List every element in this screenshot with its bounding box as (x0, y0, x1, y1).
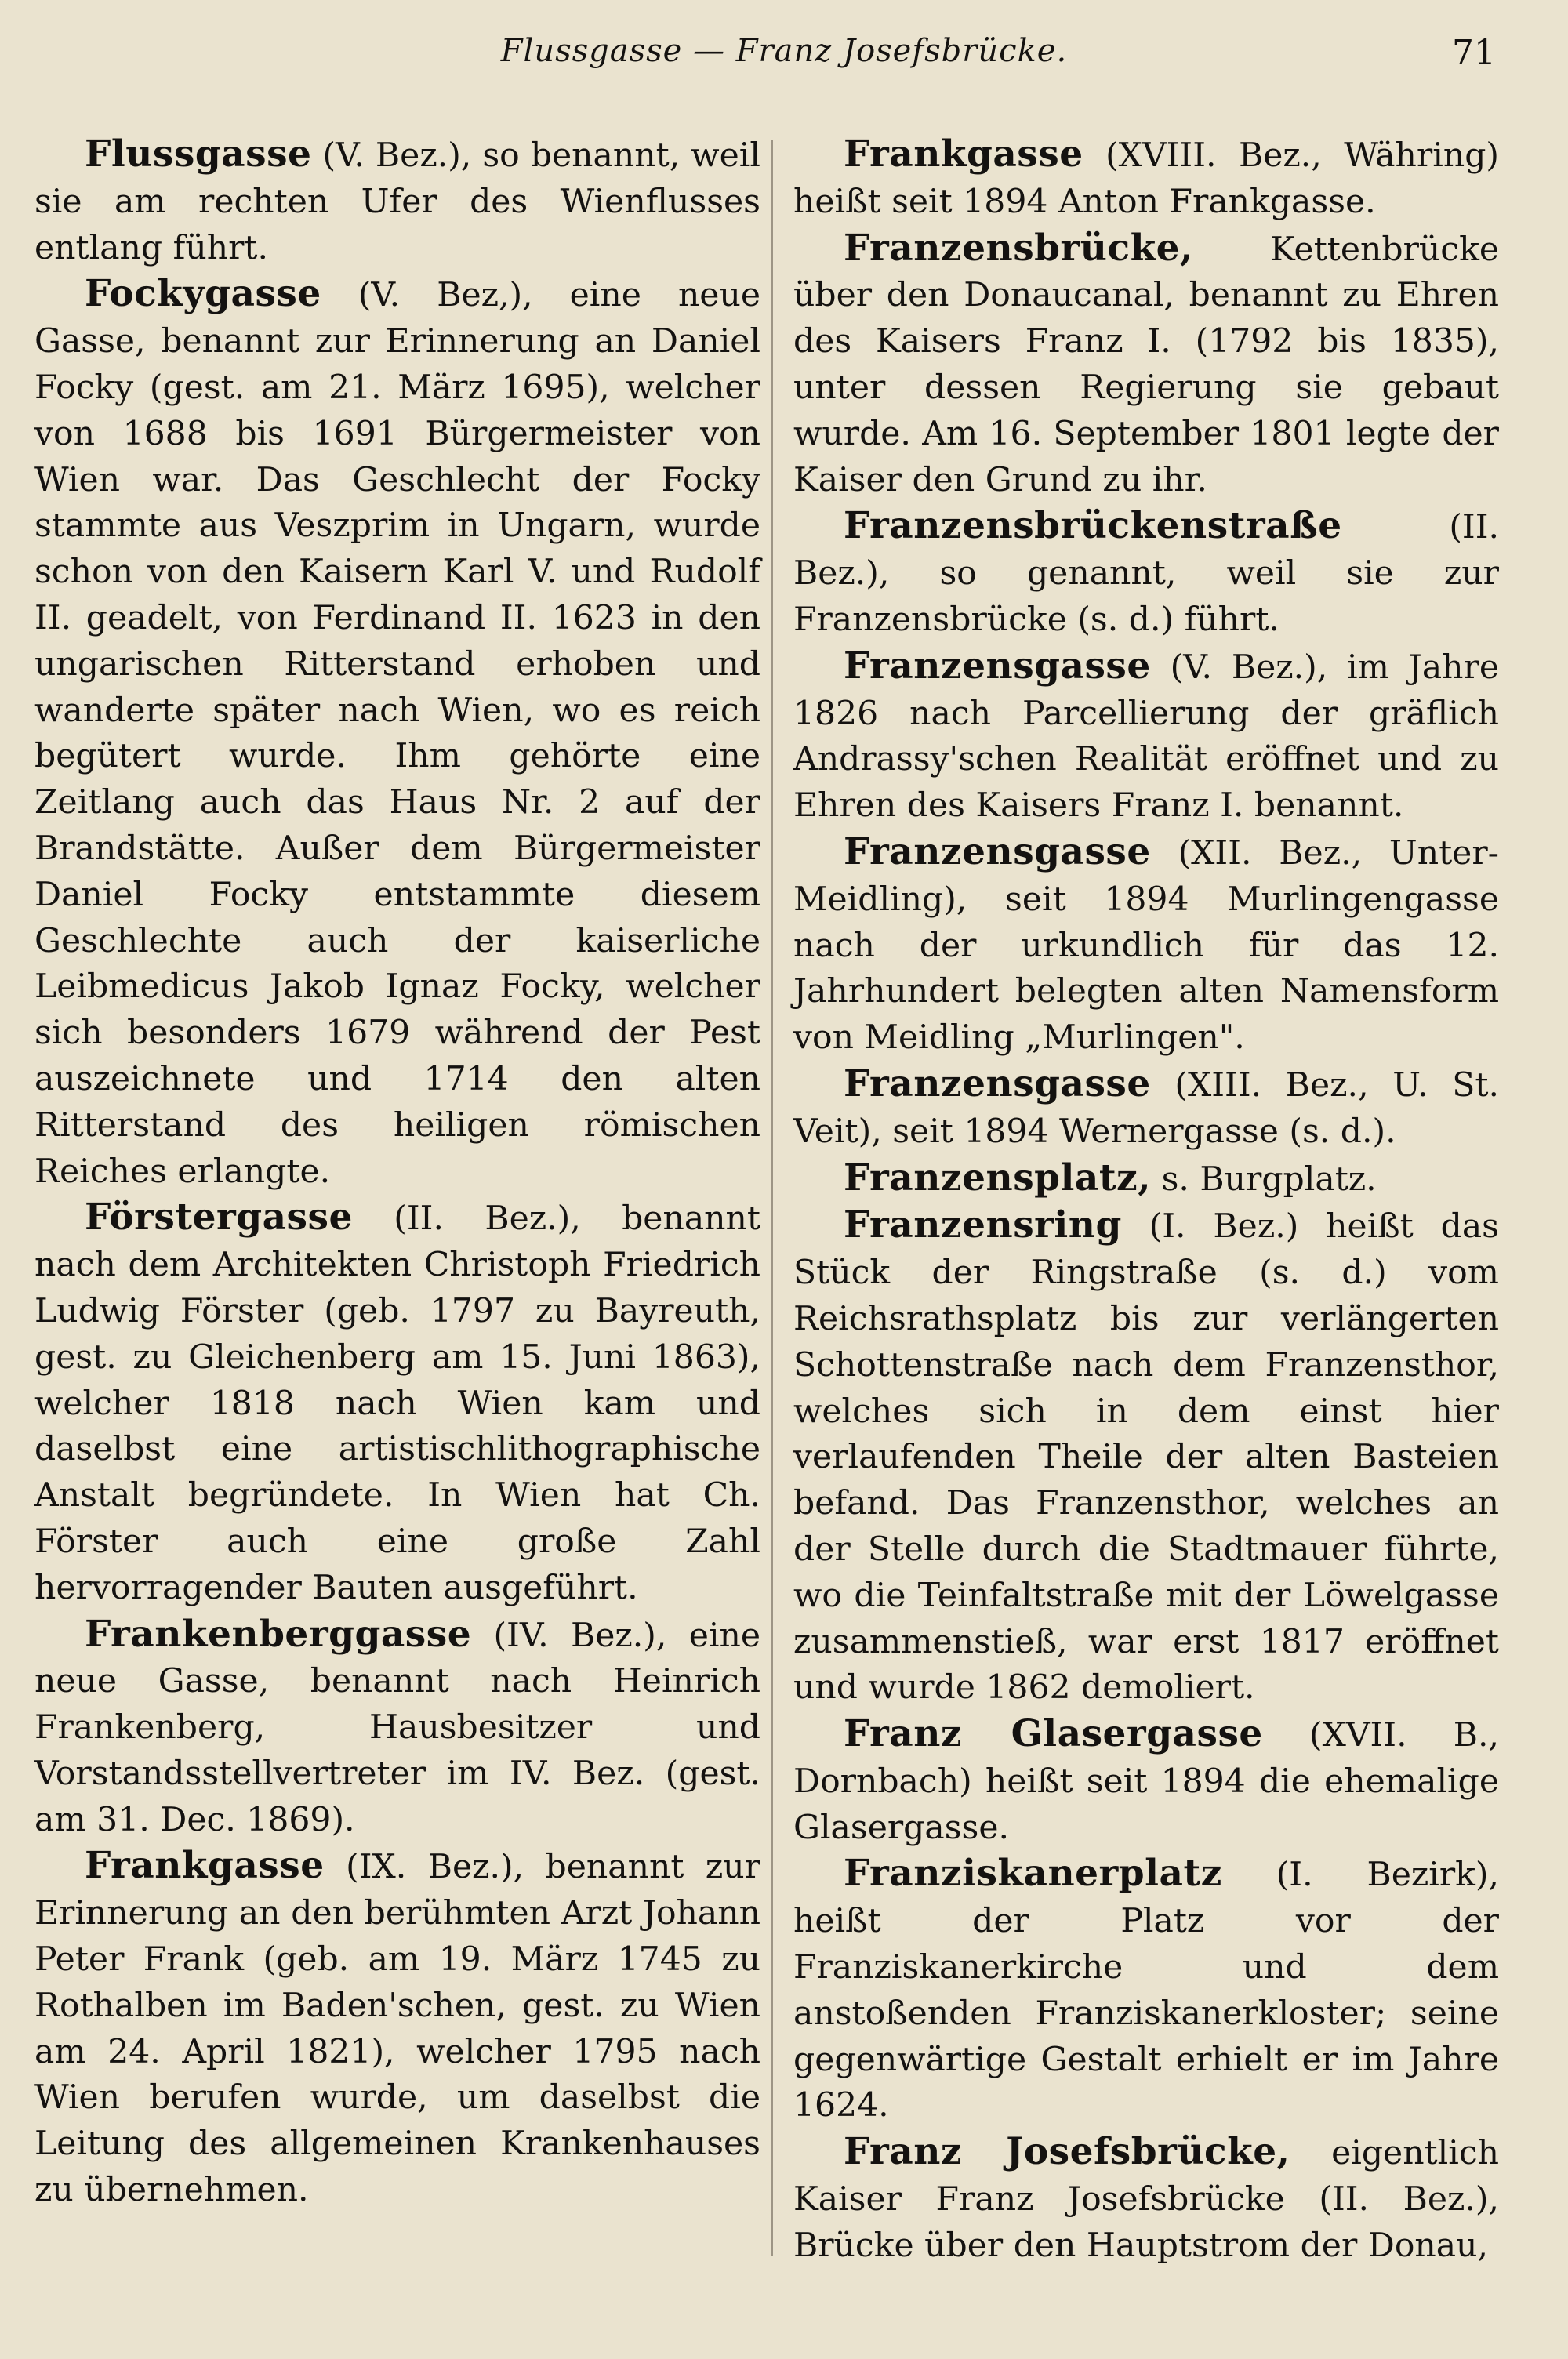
column-divider (771, 140, 773, 2256)
headword: Franz Glasergasse (844, 1712, 1263, 1756)
entry-text: (IX. Bez.), benannt zur Erinnerung an den berühmten Arzt Johann Peter Frank (geb. am 19. März 1745 zu Rothalben im Baden'schen, gest. zu Wien am 24. April 1821), welcher 1795 nach Wien berufen wurde, um daselbst die Leitung des allgemeinen Krankenhauses zu übernehmen. (34, 1848, 760, 2210)
entry-text: (II. Bez.), benannt nach dem Architekten Christoph Friedrich Ludwig Förster (geb. 1797 zu Bayreuth, gest. zu Gleichenberg am 15. Juni 1863), welcher 1818 nach Wien kam und daselbst eine artistischlithographische Anstalt begründete. In Wien hat Ch. Förster auch eine große Zahl hervorragender Bauten ausgeführt. (34, 1199, 760, 1607)
entry-text: Kettenbrücke über den Donaucanal, benannt zu Ehren des Kaisers Franz I. (1792 bis 1835), unter dessen Regierung sie gebaut wurde. Am 16. September 1801 legte der Kaiser den Grund zu ihr. (793, 230, 1499, 499)
headword: Franzensgasse (844, 829, 1151, 873)
entry-frankenberggasse (34, 1612, 760, 1844)
headword: Franziskanerplatz (844, 1852, 1222, 1896)
entry-text: (I. Bezirk), heißt der Platz vor der Franziskanerkirche und dem anstoßenden Franziskanerkloster; seine gegenwärtige Gestalt erhielt er im Jahre 1624. (793, 1856, 1499, 2125)
entry-text: (V. Bez,), eine neue Gasse, benannt zur Erinnerung an Daniel Focky (gest. am 21. März 1695), welcher von 1688 bis 1691 Bürgermeister von Wien war. Das Geschlecht der Focky stammte aus Veszprim in Ungarn, wurde schon von den Kaisern Karl V. und Rudolf II. geadelt, von Ferdinand II. 1623 in den ungarischen Ritterstand erhoben und wanderte später nach Wien, wo es reich begütert wurde. Ihm gehörte eine Zeitlang auch das Haus Nr. 2 auf der Brandstätte. Außer dem Bürgermeister Daniel Focky entstammte diesem Geschlechte auch der kaiserliche Leibmedicus Jakob Ignaz Focky, welcher sich besonders 1679 während der Pest auszeichnete und 1714 den alten Ritterstand des heiligen römischen Reiches erlangte. (34, 276, 760, 1191)
entry-franzensbrueckenstrasse (793, 503, 1499, 643)
entry-text: (XII. Bez., Unter-Meidling), seit 1894 Murlingengasse nach der urkundlich für das 12. Jahrhundert belegten alten Namensform von Meidling „Murlingen". (793, 833, 1499, 1058)
headword: Franzensgasse (844, 1062, 1151, 1105)
headword: Förstergasse (85, 1196, 353, 1239)
left-column (34, 132, 760, 2214)
headword: Franzensring (844, 1203, 1122, 1247)
entry-franziskanerplatz (793, 1851, 1499, 2129)
entry-franz-josefsbruecke (793, 2129, 1499, 2269)
entry-frankgasse-ix (34, 1843, 760, 2213)
headword: Frankgasse (844, 132, 1083, 176)
entry-fockygasse (34, 271, 760, 1195)
headword: Franzensbrückenstraße (844, 504, 1342, 548)
running-title: Flussgasse — Franz Josefsbrücke. (500, 33, 1068, 69)
entry-franzensgasse-xii (793, 829, 1499, 1062)
entry-franz-glasergasse (793, 1711, 1499, 1851)
entry-text: (XVIII. Bez., Währing) heißt seit 1894 Anton Frankgasse. (793, 136, 1499, 221)
running-header (0, 33, 1568, 88)
entry-flussgasse (34, 132, 760, 271)
entry-franzensgasse-v (793, 644, 1499, 829)
entry-text: (I. Bez.) heißt das Stück der Ringstraße (s. d.) vom Reichsrathsplatz bis zur verlängerten Schottenstraße nach dem Franzensthor, welches sich in dem einst hier verlaufenden Theile der alten Basteien befand. Das Franzensthor, welches an der Stelle durch die Stadtmauer führte, wo die Teinfaltstraße mit der Löwelgasse zusammenstieß, war erst 1817 eröffnet und wurde 1862 demoliert. (793, 1207, 1499, 1708)
headword: Franzensbrücke, (844, 226, 1193, 270)
entry-franzensbruecke (793, 226, 1499, 504)
right-column (793, 132, 1499, 2270)
entry-text: s. Burgplatz. (1151, 1160, 1377, 1199)
headword: Franzensgasse (844, 644, 1151, 688)
entry-text: (IV. Bez.), eine neue Gasse, benannt nach Heinrich Frankenberg, Hausbesitzer und Vorstandsstellvertreter im IV. Bez. (gest. am 31. Dec. 1869). (34, 1616, 760, 1839)
entry-foerstergasse (34, 1195, 760, 1611)
entry-text: (II. Bez.), so genannt, weil sie zur Franzensbrücke (s. d.) führt. (793, 508, 1499, 639)
entry-text: (XVII. B., Dornbach) heißt seit 1894 die ehemalige Glasergasse. (793, 1716, 1499, 1847)
entry-franzensplatz (793, 1156, 1499, 1203)
entry-text: (V. Bez.), so benannt, weil sie am rechten Ufer des Wienflusses entlang führt. (34, 136, 760, 267)
headword: Frankgasse (85, 1844, 325, 1888)
entry-franzensgasse-xiii (793, 1062, 1499, 1156)
entry-text: (V. Bez.), im Jahre 1826 nach Parcellierung der gräflich Andrassy'schen Realität eröffnet und zu Ehren des Kaisers Franz I. benannt. (793, 648, 1499, 826)
headword: Franzensplatz, (844, 1156, 1152, 1199)
headword: Frankenberggasse (85, 1612, 472, 1656)
entry-franzensring (793, 1203, 1499, 1711)
headword: Franz Josefsbrücke, (844, 2130, 1290, 2174)
headword: Fockygasse (85, 272, 321, 316)
entry-frankgasse-xviii (793, 132, 1499, 226)
page-number: 71 (1452, 33, 1496, 73)
headword: Flussgasse (85, 132, 312, 176)
entry-text: eigentlich Kaiser Franz Josefsbrücke (II. Bez.), Brücke über den Hauptstrom der Donau, (793, 2134, 1499, 2265)
entry-text: (XIII. Bez., U. St. Veit), seit 1894 Wernergasse (s. d.). (793, 1065, 1499, 1151)
